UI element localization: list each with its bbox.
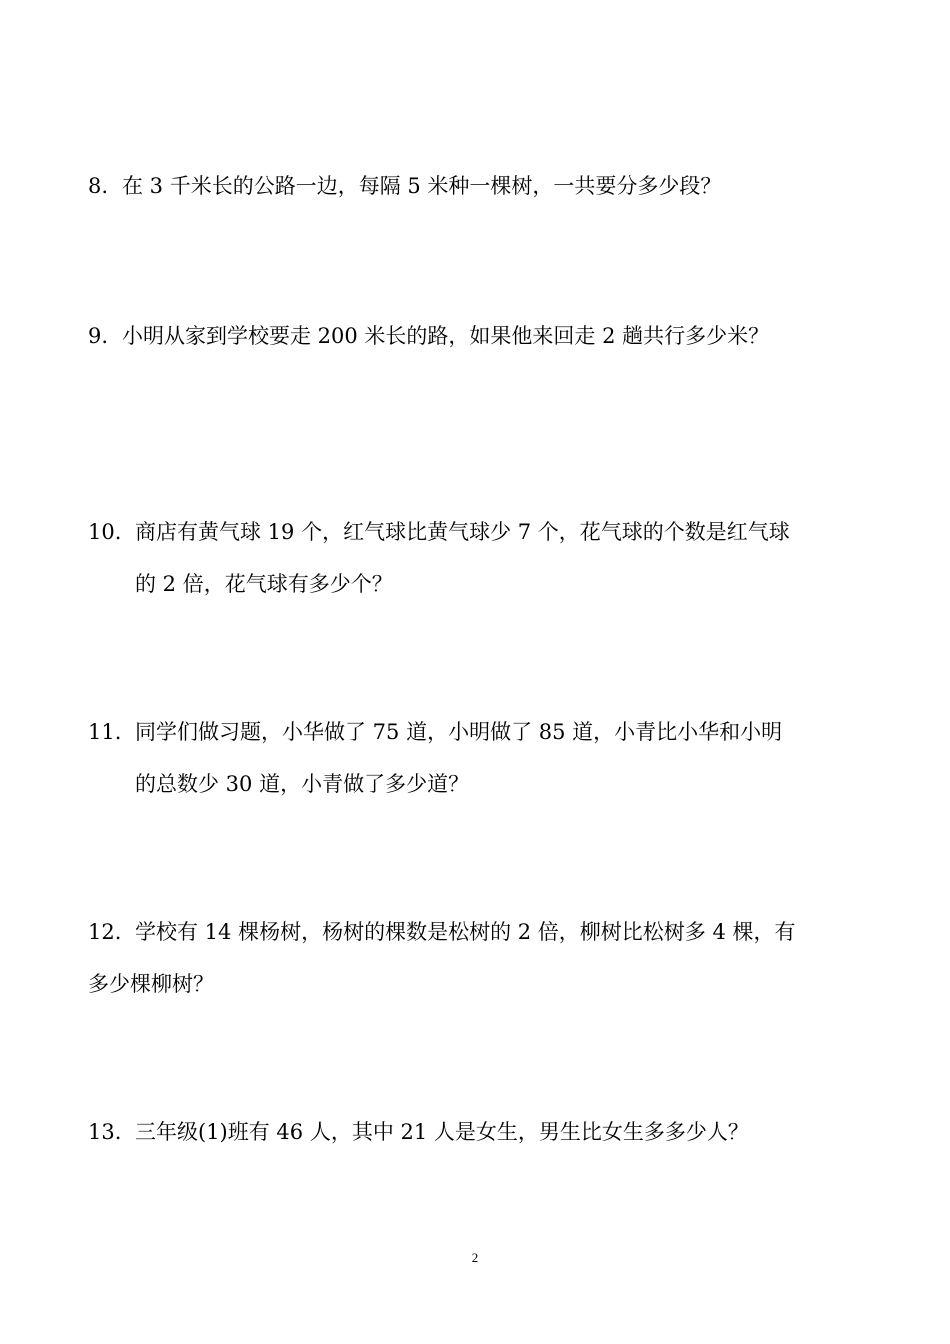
question-8 — [88, 160, 878, 212]
question-number: 10. — [88, 520, 122, 544]
question-number: 13. — [88, 1120, 122, 1144]
question-number: 11. — [88, 720, 122, 744]
question-10 — [88, 506, 878, 610]
question-number: 9. — [88, 324, 109, 348]
question-9-line-1 — [88, 310, 878, 362]
question-number: 12. — [88, 920, 122, 944]
question-9 — [88, 310, 878, 362]
page-number: 2 — [471, 1250, 479, 1265]
question-text: 小明从家到学校要走 200 米长的路，如果他来回走 2 趟共行多少米？ — [122, 324, 770, 348]
question-text: 三年级(1)班有 46 人，其中 21 人是女生，男生比女生多多少人？ — [135, 1120, 749, 1144]
question-10-line-2: 的 2 倍，花气球有多少个？ — [135, 572, 393, 596]
question-text: 商店有黄气球 19 个，红气球比黄气球少 7 个，花气球的个数是红气球 — [135, 520, 790, 544]
question-11-line-2: 的总数少 30 道，小青做了多少道？ — [135, 772, 470, 796]
question-number: 8. — [88, 174, 109, 198]
question-12-line-1 — [88, 906, 878, 958]
question-12-line-2: 多少棵柳树？ — [88, 972, 214, 996]
question-13-line-1 — [88, 1106, 878, 1158]
question-text: 同学们做习题，小华做了 75 道，小明做了 85 道，小青比小华和小明 — [135, 720, 783, 744]
question-10-line-1 — [88, 506, 878, 558]
question-text: 学校有 14 棵杨树，杨树的棵数是松树的 2 倍，柳树比松树多 4 棵，有 — [135, 920, 796, 944]
question-text: 在 3 千米长的公路一边，每隔 5 米种一棵树，一共要分多少段？ — [122, 174, 722, 198]
question-8-line-1 — [88, 160, 878, 212]
question-11 — [88, 706, 878, 810]
question-12 — [88, 906, 878, 1010]
question-13 — [88, 1106, 878, 1158]
question-11-line-1 — [88, 706, 878, 758]
